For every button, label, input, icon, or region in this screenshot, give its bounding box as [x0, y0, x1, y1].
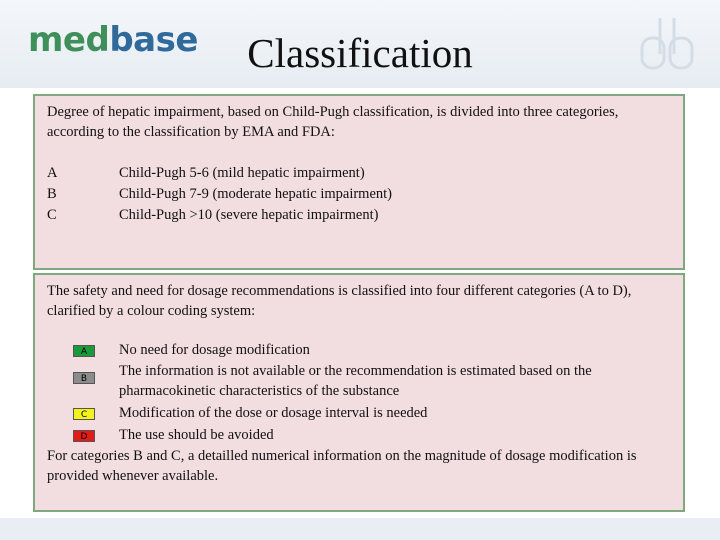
db-watermark-icon — [638, 14, 696, 72]
dosage-footer-note: For categories B and C, a detailled numerical information on the magnitude of dosage modification is provided whenever available. — [47, 448, 637, 484]
colour-swatch-b: B — [73, 372, 95, 384]
category-row — [47, 184, 671, 205]
legend-text: The information is not available or the recommendation is estimated based on the pharmacokinetic characteristics of the substance — [119, 363, 592, 399]
legend-text: Modification of the dose or dosage interval is needed — [119, 405, 428, 421]
category-letter: A — [47, 165, 58, 181]
dosage-intro: The safety and need for dosage recommendations is classified into four different categories (A to D), clarified by a colour coding system: — [47, 283, 632, 319]
child-pugh-box — [33, 94, 685, 270]
logo-text-base: base — [109, 20, 198, 60]
colour-swatch-c: C — [73, 408, 95, 420]
category-text: Child-Pugh >10 (severe hepatic impairment) — [119, 207, 379, 223]
legend-text: The use should be avoided — [119, 427, 274, 443]
category-text: Child-Pugh 7-9 (moderate hepatic impairment) — [119, 186, 393, 202]
logo-text-med: med — [28, 20, 110, 60]
child-pugh-intro: Degree of hepatic impairment, based on Child-Pugh classification, is divided into three categories, according to the classification by EMA and FDA: — [47, 104, 619, 140]
category-row — [47, 205, 671, 226]
header-bar — [0, 0, 720, 88]
category-row — [47, 163, 671, 184]
legend-text: No need for dosage modification — [119, 342, 310, 358]
colour-swatch-d: D — [73, 430, 95, 442]
child-pugh-category-list — [47, 163, 671, 226]
category-text: Child-Pugh 5-6 (mild hepatic impairment) — [119, 165, 365, 181]
colour-code-legend — [47, 340, 671, 446]
category-letter: C — [47, 207, 57, 223]
page-title: Classification — [247, 30, 473, 76]
colour-swatch-a: A — [73, 345, 95, 357]
category-letter: B — [47, 186, 57, 202]
footer-bar — [0, 518, 720, 540]
dosage-recommendation-box — [33, 273, 685, 512]
